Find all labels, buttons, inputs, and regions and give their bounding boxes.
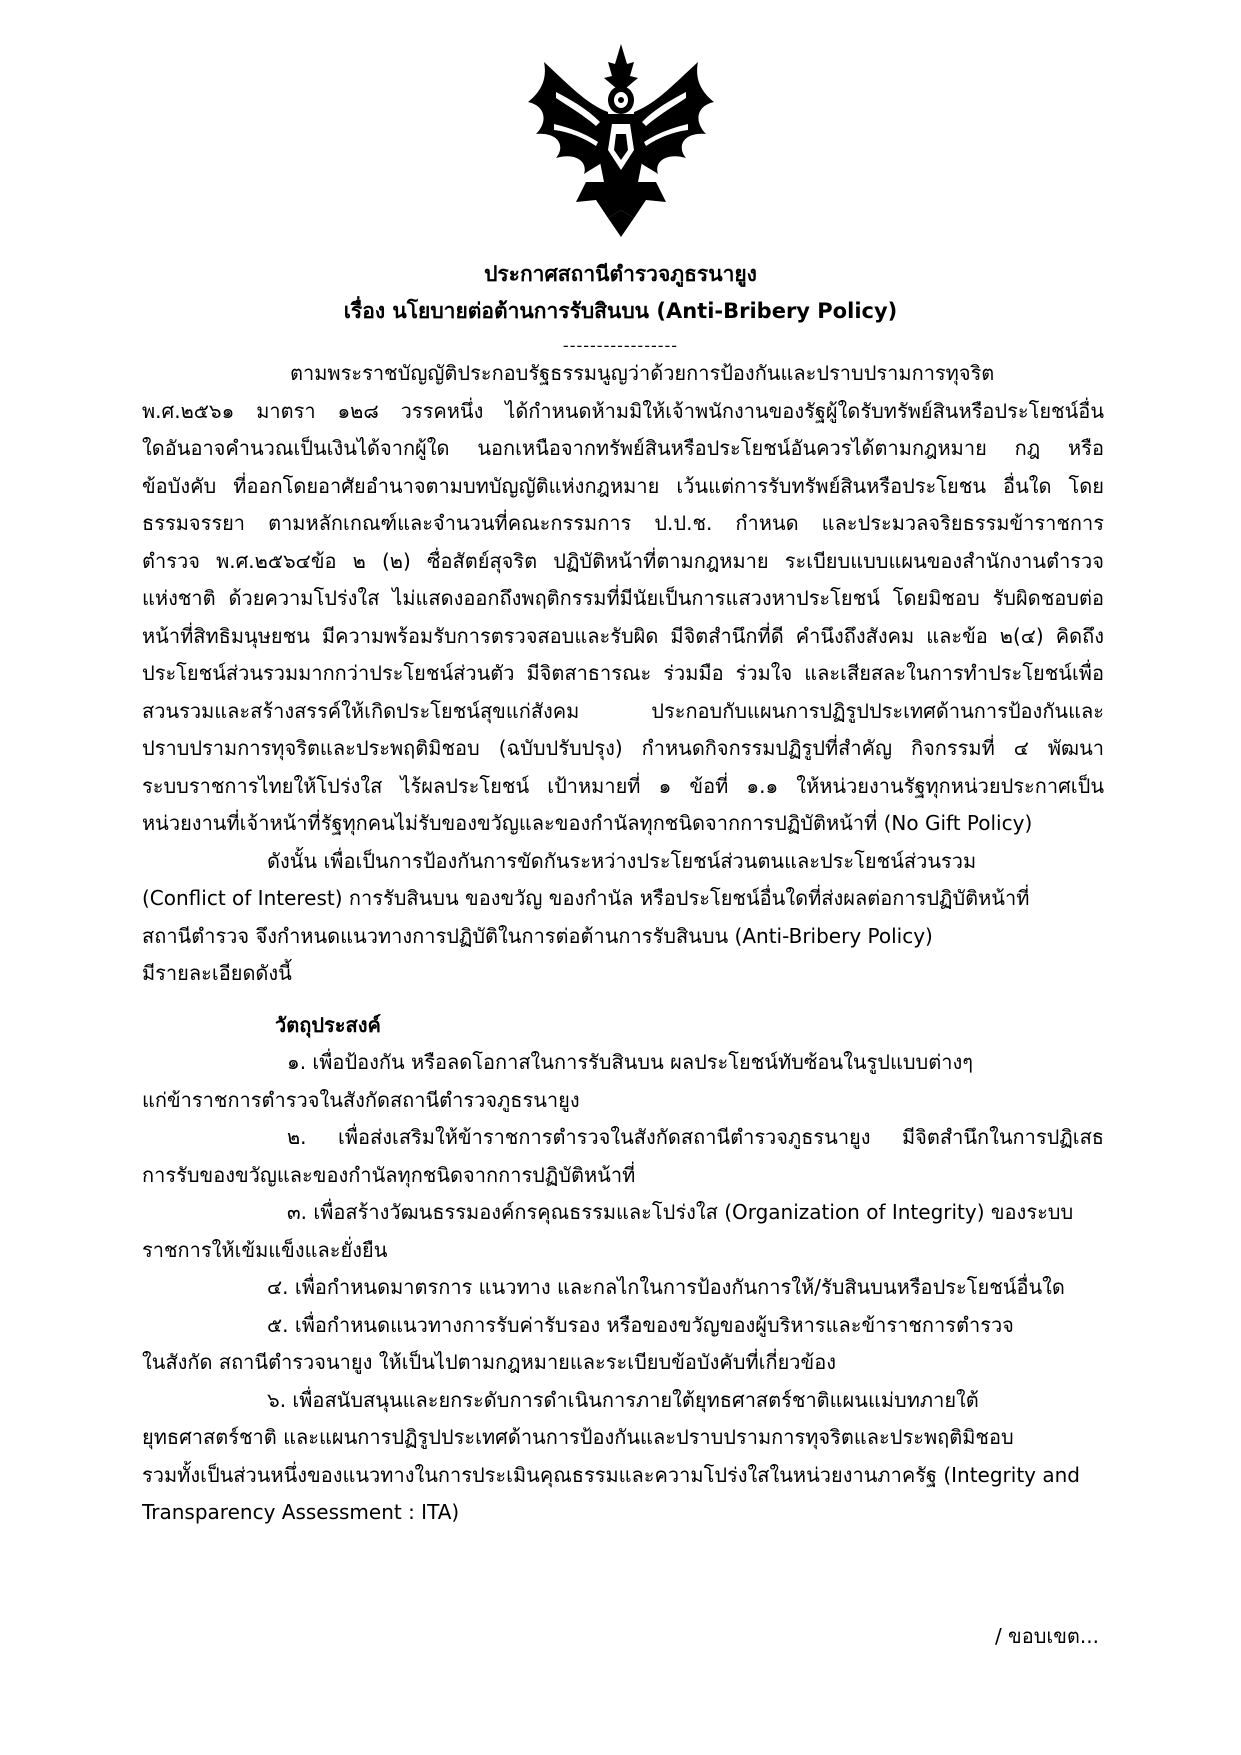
- objective-text: รวมทั้งเป็นส่วนหนึ่งของแนวทางในการประเมินคุณธรรมและความโปร่งใสในหน่วยงานภาครัฐ (Integrity and: [142, 1462, 1080, 1487]
- announcement-title: ประกาศสถานีตำรวจภูธรนายูง: [484, 262, 757, 286]
- therefore-line: (Conflict of Interest) การรับสินบน ของขวัญ ของกำนัล หรือประโยชน์อื่นใดที่ส่งผลต่อการปฏิบัติหน้าที่: [142, 886, 1030, 910]
- document-body: [142, 355, 1104, 1532]
- objective-item: [142, 1194, 1104, 1269]
- objective-text: ๓. เพื่อสร้างวัฒนธรรมองค์กรคุณธรรมและโปร่งใส (Organization of Integrity) ของระบบ: [287, 1200, 1074, 1224]
- intro-line: หน่วยงานที่เจ้าหน้าที่รัฐทุกคนไม่รับของขวัญและของกำนัลทุกชนิดจากการปฏิบัติหน้าที่ (No Gift Policy): [142, 811, 1033, 835]
- objective-text: ในสังกัด สถานีตำรวจนายูง ให้เป็นไปตามกฎหมายและระเบียบข้อบังคับที่เกี่ยวข้อง: [142, 1350, 836, 1374]
- title-separator: -----------------: [562, 336, 679, 355]
- therefore-line: ดังนั้น เพื่อเป็นการป้องกันการขัดกันระหว่างประโยชน์ส่วนตนและประโยชน์ส่วนรวม: [267, 848, 977, 873]
- objective-item: [142, 1044, 1104, 1119]
- garuda-emblem-icon: [526, 42, 716, 237]
- objective-item: [142, 1269, 1104, 1307]
- objectives-heading: วัตถุประสงค์: [275, 1012, 381, 1037]
- intro-line: ข้อบังคับ ที่ออกโดยอาศัยอำนาจตามบทบัญญัติแห่งกฎหมาย เว้นแต่การรับทรัพย์สินหรือประโยชน อื่นใด โดย: [142, 473, 1104, 498]
- objective-text: ๖. เพื่อสนับสนุนและยกระดับการดำเนินการภายใต้ยุทธศาสตร์ชาติแผนแม่บทภายใต้: [267, 1387, 979, 1412]
- objective-text: ๑. เพื่อป้องกัน หรือลดโอกาสในการรับสินบน ผลประโยชน์ทับซ้อนในรูปแบบต่างๆ: [287, 1050, 973, 1074]
- objective-text: ๔. เพื่อกำหนดมาตรการ แนวทาง และกลไกในการป้องกันการให้/รับสินบนหรือประโยชน์อื่นใด: [267, 1275, 1065, 1299]
- intro-line: พ.ศ.๒๕๖๑ มาตรา ๑๒๘ วรรคหนึ่ง ได้กำหนดห้ามมิให้เจ้าพนักงานของรัฐผู้ใดรับทรัพย์สินหรือประโยชน์อื่น: [142, 398, 1104, 423]
- intro-line: แห่งชาติ ด้วยความโปร่งใส ไม่แสดงออกถึงพฤติกรรมที่มีนัยเป็นการแสวงหาประโยชน์ โดยมิชอบ รับผิดชอบต่อ: [142, 586, 1104, 610]
- intro-line: ธรรมจรรยา ตามหลักเกณฑ์และจำนวนที่คณะกรรมการ ป.ป.ช. กำหนด และประมวลจริยธรรมข้าราชการ: [142, 511, 1104, 535]
- intro-line: ระบบราชการไทยให้โปร่งใส ไร้ผลประโยชน์ เป้าหมายที่ ๑ ข้อที่ ๑.๑ ให้หน่วยงานรัฐทุกหน่วยประกาศเป็น: [142, 773, 1104, 798]
- objective-item: [142, 1119, 1104, 1194]
- objective-text: ๒. เพื่อส่งเสริมให้ข้าราชการตำรวจในสังกัดสถานีตำรวจภูธรนายูง มีจิตสำนึกในการปฏิเสธ: [287, 1125, 1104, 1149]
- objective-text: การรับของขวัญและของกำนัลทุกชนิดจากการปฏิบัติหน้าที่: [142, 1162, 636, 1187]
- objective-text: ๕. เพื่อกำหนดแนวทางการรับค่ารับรอง หรือของขวัญของผู้บริหารและข้าราชการตำรวจ: [267, 1312, 1014, 1337]
- intro-line: ตำรวจ พ.ศ.๒๕๖๔ข้อ ๒ (๒) ซื่อสัตย์สุจริต ปฏิบัติหน้าที่ตามกฎหมาย ระเบียบแบบแผนของสำนักงานตำรวจ: [142, 548, 1104, 573]
- objective-item: [142, 1307, 1104, 1382]
- objective-text: ราชการให้เข้มแข็งและยั่งยืน: [142, 1237, 388, 1262]
- announcement-subject: เรื่อง นโยบายต่อต้านการรับสินบน (Anti-Bribery Policy): [343, 299, 898, 323]
- intro-line: ใดอันอาจคำนวณเป็นเงินได้จากผู้ใด นอกเหนือจากทรัพย์สินหรือประโยชน์อันควรได้ตามกฎหมาย กฎ หรือ: [142, 436, 1104, 460]
- objective-text: ยุทธศาสตร์ชาติ และแผนการปฏิรูปประเทศด้านการป้องกันและปราบปรามการทุจริตและประพฤติมิชอบ: [142, 1425, 1014, 1449]
- objective-text: Transparency Assessment : ITA): [142, 1500, 460, 1524]
- objective-text: แก่ข้าราชการตำรวจในสังกัดสถานีตำรวจภูธรนายูง: [142, 1087, 580, 1112]
- continuation-note: / ขอบเขต...: [994, 1624, 1099, 1648]
- therefore-line: มีรายละเอียดดังนี้: [142, 961, 292, 985]
- intro-line: หน้าที่สิทธิมนุษยชน มีความพร้อมรับการตรวจสอบและรับผิด มีจิตสำนึกที่ดี คำนึงถึงสังคม และข้อ ๒(๔) คิดถึง: [142, 623, 1104, 648]
- therefore-line: สถานีตำรวจ จึงกำหนดแนวทางการปฏิบัติในการต่อต้านการรับสินบน (Anti-Bribery Policy): [142, 923, 933, 948]
- intro-line: ตามพระราชบัญญัติประกอบรัฐธรรมนูญว่าด้วยการป้องกันและปราบปรามการทุจริต: [290, 361, 995, 385]
- intro-line: ปราบปรามการทุจริตและประพฤติมิชอบ (ฉบับปรับปรุง) กำหนดกิจกรรมปฏิรูปที่สำคัญ กิจกรรมที่ ๔ พัฒนา: [142, 736, 1104, 760]
- intro-line: สวนรวมและสร้างสรรค์ให้เกิดประโยชน์สุขแก่สังคม ประกอบกับแผนการปฏิรูปประเทศด้านการป้องกันและ: [142, 698, 1104, 723]
- objective-item: [142, 1382, 1104, 1532]
- intro-line: ประโยชน์ส่วนรวมมากกว่าประโยชน์ส่วนตัว มีจิตสาธารณะ ร่วมมือ ร่วมใจ และเสียสละในการทำประโยชน์เพื่อ: [142, 661, 1104, 685]
